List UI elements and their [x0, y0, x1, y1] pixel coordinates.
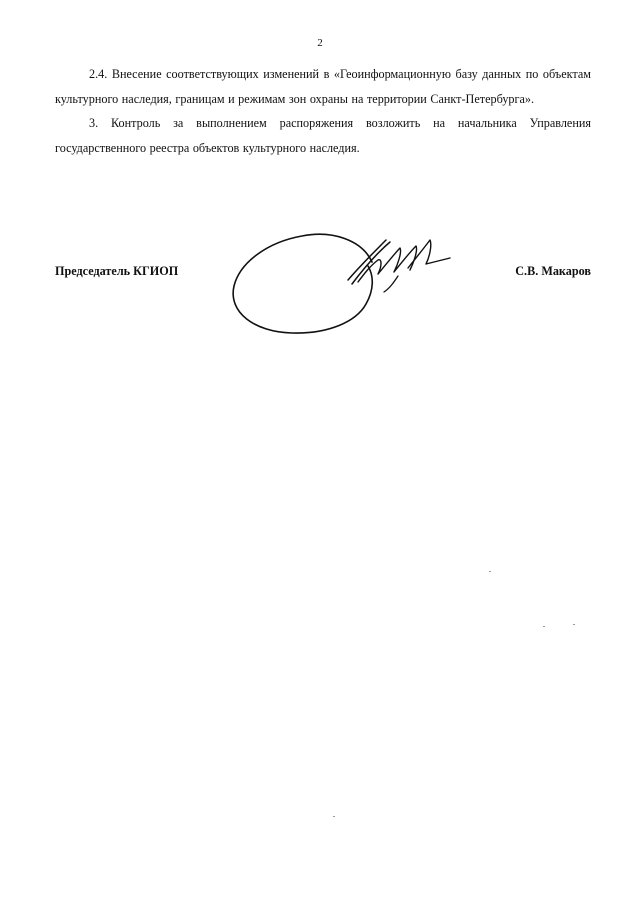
document-body	[55, 62, 591, 160]
handwritten-signature	[228, 222, 458, 338]
paragraph-3: 3. Контроль за выполнением распоряжения возложить на начальника Управления государственного реестра объектов культурного наследия.	[55, 116, 591, 155]
paragraph-2-4: 2.4. Внесение соответствующих изменений в «Геоинформационную базу данных по объектам культурного наследия, границам и режимам зон охраны на территории Санкт-Петербурга».	[55, 67, 591, 106]
signatory-title: Председатель КГИОП	[55, 264, 179, 278]
page-number: 2	[317, 37, 323, 49]
scan-speck	[573, 624, 575, 625]
scan-speck	[333, 816, 335, 817]
scan-speck	[489, 571, 491, 572]
signatory-name: С.В. Макаров	[515, 264, 591, 278]
scan-speck	[543, 626, 545, 627]
